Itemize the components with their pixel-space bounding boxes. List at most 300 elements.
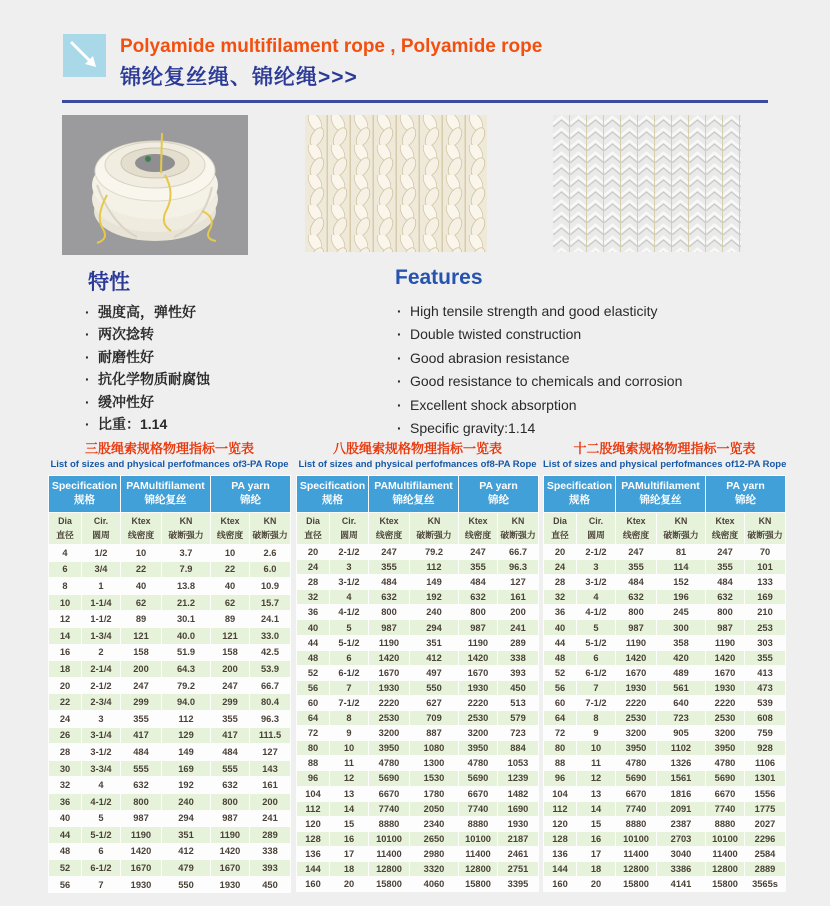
table-cell: 2296 — [745, 832, 785, 846]
table-cell: 987 — [121, 811, 161, 827]
column-header-en: Ktex — [131, 516, 151, 527]
table-cell: 2220 — [459, 696, 497, 710]
table-title-en: List of sizes and physical perfofmances of8-PA Rope — [298, 459, 537, 470]
table-cell: 1-1/4 — [82, 595, 120, 611]
column-header-cell — [459, 513, 497, 544]
table-cell: 6 — [49, 562, 81, 578]
table-cell: 627 — [410, 696, 458, 710]
table-cell: 11400 — [706, 847, 744, 861]
table-row — [544, 877, 785, 891]
table-cell: 160 — [544, 877, 576, 891]
table-title-en: List of sizes and physical perfofmances of12-PA Rope — [543, 459, 787, 470]
table-cell: 88 — [297, 756, 329, 770]
table-cell: 4-1/2 — [330, 605, 368, 619]
table-cell: 632 — [369, 590, 409, 604]
table-cell: 1326 — [657, 756, 705, 770]
table-title-zh: 十二股绳索规格物理指标一览表 — [573, 441, 756, 456]
group-header-en: PAMultifilament — [621, 480, 700, 493]
table-cell: 247 — [211, 678, 249, 694]
table-cell: 3-1/2 — [577, 575, 615, 589]
table-cell: 112 — [410, 560, 458, 574]
column-header-cell — [706, 513, 744, 544]
table-cell: 247 — [121, 678, 161, 694]
group-header-en: PA yarn — [231, 480, 270, 493]
table-cell: 3 — [577, 560, 615, 574]
spec-table-12-strand — [543, 438, 786, 892]
table-cell: 2530 — [616, 711, 656, 725]
table-cell: 299 — [121, 694, 161, 710]
table-row — [544, 787, 785, 801]
table-cell: 473 — [745, 681, 785, 695]
table-cell: 104 — [297, 787, 329, 801]
table-cell: 4 — [577, 590, 615, 604]
group-header-zh: 锦纶 — [488, 494, 510, 506]
table-cell: 2-3/4 — [82, 694, 120, 710]
table-cell: 1780 — [410, 787, 458, 801]
table-cell: 11 — [577, 756, 615, 770]
table-cell: 136 — [544, 847, 576, 861]
table-cell: 2530 — [459, 711, 497, 725]
table-cell: 12800 — [369, 862, 409, 876]
table-cell: 294 — [162, 811, 210, 827]
table-cell: 10 — [121, 545, 161, 561]
table-cell: 1930 — [498, 817, 538, 831]
group-header-en: PA yarn — [479, 480, 518, 493]
table-cell: 128 — [297, 832, 329, 846]
column-header-en: Ktex — [715, 516, 735, 527]
table-cell: 129 — [162, 728, 210, 744]
table-cell: 200 — [498, 605, 538, 619]
column-header-zh: 直径 — [551, 529, 569, 540]
table-cell: 355 — [121, 711, 161, 727]
table-cell: 2-1/2 — [577, 545, 615, 559]
table-cell: 417 — [211, 728, 249, 744]
group-header-en: Specification — [51, 480, 118, 493]
table-cell: 3-1/2 — [330, 575, 368, 589]
table-cell: 241 — [250, 811, 290, 827]
table-cell: 112 — [162, 711, 210, 727]
table-cell: 5690 — [616, 771, 656, 785]
table-cell: 338 — [250, 844, 290, 860]
table-cell: 72 — [297, 726, 329, 740]
table-cell: 7-1/2 — [577, 696, 615, 710]
table-cell: 24 — [297, 560, 329, 574]
table-row — [297, 696, 538, 710]
table-row — [544, 575, 785, 589]
table-row — [297, 605, 538, 619]
table-row — [544, 681, 785, 695]
table-cell: 247 — [369, 545, 409, 559]
table-cell: 3950 — [369, 741, 409, 755]
table-cell: 3950 — [706, 741, 744, 755]
table-row — [544, 847, 785, 861]
feature-item: · 耐磨性好 — [85, 346, 210, 368]
table-cell: 351 — [162, 827, 210, 843]
table-row — [544, 651, 785, 665]
table-cell: 2220 — [369, 696, 409, 710]
table-cell: 632 — [616, 590, 656, 604]
table-cell: 355 — [369, 560, 409, 574]
table-cell: 800 — [121, 794, 161, 810]
table-cell: 114 — [657, 560, 705, 574]
column-header-en: Dia — [306, 516, 320, 527]
feature-item: · 缓冲性好 — [85, 391, 210, 413]
group-header-cell — [459, 476, 538, 512]
table-cell: 355 — [745, 651, 785, 665]
table-cell: 15 — [330, 817, 368, 831]
table-cell: 351 — [410, 636, 458, 650]
table-cell: 21.2 — [162, 595, 210, 611]
table-cell: 1300 — [410, 756, 458, 770]
table-cell: 7740 — [459, 802, 497, 816]
table-cell: 200 — [211, 661, 249, 677]
table-cell: 13 — [577, 787, 615, 801]
group-header-zh: 锦纶复丝 — [392, 494, 435, 506]
column-header-cell — [162, 513, 210, 544]
table-row — [49, 595, 290, 611]
table-cell: 6670 — [616, 787, 656, 801]
column-header-en: Dia — [553, 516, 567, 527]
table-cell: 112 — [544, 802, 576, 816]
table-cell: 158 — [211, 645, 249, 661]
table-cell: 3386 — [657, 862, 705, 876]
table-row — [297, 832, 538, 846]
group-header-cell — [706, 476, 785, 512]
table-cell: 44 — [49, 827, 81, 843]
column-header-cell — [211, 513, 249, 544]
table-cell: 2091 — [657, 802, 705, 816]
table-title-en: List of sizes and physical perfofmances of3-PA Rope — [50, 459, 289, 470]
column-header-cell — [616, 513, 656, 544]
table-cell: 240 — [410, 605, 458, 619]
table-cell: 200 — [121, 661, 161, 677]
feature-item: · Good resistance to chemicals and corrosion — [397, 370, 682, 393]
table-cell: 1102 — [657, 741, 705, 755]
table-cell: 120 — [544, 817, 576, 831]
table-row — [297, 666, 538, 680]
group-header-zh: 规格 — [322, 494, 343, 506]
table-cell: 555 — [121, 761, 161, 777]
table-cell: 1930 — [211, 877, 249, 893]
table-cell: 7 — [577, 681, 615, 695]
table-cell: 247 — [459, 545, 497, 559]
table-cell: 16 — [49, 645, 81, 661]
table-cell: 26 — [49, 728, 81, 744]
table-cell: 2027 — [745, 817, 785, 831]
table-cell: 72 — [544, 726, 576, 740]
table-cell: 4141 — [657, 877, 705, 891]
table-cell: 6-1/2 — [577, 666, 615, 680]
column-header-en: KN — [758, 516, 772, 527]
table-cell: 5 — [330, 620, 368, 634]
table-cell: 20 — [330, 877, 368, 891]
features-list-en — [397, 300, 682, 440]
table-cell: 3/4 — [82, 562, 120, 578]
table-cell: 355 — [211, 711, 249, 727]
group-header-zh: 规格 — [74, 494, 95, 506]
table-cell: 158 — [121, 645, 161, 661]
column-header-cell — [369, 513, 409, 544]
table-cell: 10100 — [706, 832, 744, 846]
table-cell: 484 — [369, 575, 409, 589]
table-cell: 5690 — [459, 771, 497, 785]
column-header-cell — [577, 513, 615, 544]
group-header-zh: 锦纶复丝 — [639, 494, 682, 506]
table-cell: 79.2 — [162, 678, 210, 694]
table-cell: 18 — [330, 862, 368, 876]
table-cell: 11400 — [459, 847, 497, 861]
table-cell: 1106 — [745, 756, 785, 770]
group-header-cell — [616, 476, 705, 512]
table-cell: 56 — [297, 681, 329, 695]
table-cell: 36 — [49, 794, 81, 810]
table-cell: 2-1/2 — [82, 678, 120, 694]
table-cell: 245 — [657, 605, 705, 619]
table-cell: 40.0 — [162, 628, 210, 644]
table-row — [297, 771, 538, 785]
column-header-zh: 线密度 — [464, 529, 492, 540]
table-row — [297, 575, 538, 589]
table-cell: 169 — [745, 590, 785, 604]
table-cell: 4 — [49, 545, 81, 561]
column-header-row — [544, 513, 785, 544]
column-header-zh: 线密度 — [127, 529, 155, 540]
column-header-zh: 线密度 — [622, 529, 650, 540]
table-row — [544, 560, 785, 574]
arrow-down-right-icon — [63, 34, 106, 77]
table-cell: 3-1/2 — [82, 744, 120, 760]
group-header-cell — [544, 476, 615, 512]
table-row — [297, 651, 538, 665]
table-cell: 800 — [616, 605, 656, 619]
feature-item: · High tensile strength and good elasticity — [397, 300, 682, 323]
table-cell: 104 — [544, 787, 576, 801]
group-header-row — [49, 476, 290, 512]
table-cell: 1190 — [706, 636, 744, 650]
table-cell: 484 — [211, 744, 249, 760]
table-cell: 632 — [706, 590, 744, 604]
column-header-cell — [330, 513, 368, 544]
table-cell: 2220 — [706, 696, 744, 710]
table-cell: 723 — [498, 726, 538, 740]
table-cell: 48 — [49, 844, 81, 860]
table-cell: 24 — [544, 560, 576, 574]
table-cell: 28 — [544, 575, 576, 589]
table-row — [544, 802, 785, 816]
column-header-en: Ktex — [468, 516, 488, 527]
table-cell: 128 — [544, 832, 576, 846]
table-cell: 3200 — [616, 726, 656, 740]
table-cell: 20 — [49, 678, 81, 694]
table-cell: 44 — [544, 636, 576, 650]
table-row — [544, 771, 785, 785]
table-cell: 22 — [49, 694, 81, 710]
table-cell: 2 — [82, 645, 120, 661]
table-cell: 12 — [49, 611, 81, 627]
table-cell: 11400 — [616, 847, 656, 861]
table-cell: 40 — [121, 578, 161, 594]
table-cell: 1530 — [410, 771, 458, 785]
column-header-row — [297, 513, 538, 544]
table-cell: 2461 — [498, 847, 538, 861]
column-header-cell — [49, 513, 81, 544]
table-cell: 127 — [250, 744, 290, 760]
table-cell: 555 — [211, 761, 249, 777]
table-row — [544, 756, 785, 770]
table-cell: 2387 — [657, 817, 705, 831]
twelve-strand-braided-rope-image — [553, 115, 741, 252]
column-header-zh: 破断强力 — [416, 529, 452, 540]
table-cell: 3320 — [410, 862, 458, 876]
table-cell: 550 — [162, 877, 210, 893]
table-cell: 14 — [577, 802, 615, 816]
table-cell: 12800 — [616, 862, 656, 876]
page-title-en: Polyamide multifilament rope , Polyamide rope — [120, 36, 543, 57]
table-cell: 33.0 — [250, 628, 290, 644]
table-cell: 5-1/2 — [577, 636, 615, 650]
table-cell: 2584 — [745, 847, 785, 861]
table-cell: 6670 — [459, 787, 497, 801]
table-cell: 4780 — [616, 756, 656, 770]
table-cell: 15 — [577, 817, 615, 831]
table-cell: 1239 — [498, 771, 538, 785]
column-header-zh: 圆周 — [587, 529, 605, 540]
table-cell: 355 — [706, 560, 744, 574]
table-cell: 1482 — [498, 787, 538, 801]
table-cell: 640 — [657, 696, 705, 710]
table-cell: 24 — [49, 711, 81, 727]
table-row — [49, 611, 290, 627]
table-cell: 294 — [410, 620, 458, 634]
feature-item: · 抗化学物质耐腐蚀 — [85, 368, 210, 390]
table-cell: 709 — [410, 711, 458, 725]
table-cell: 2530 — [706, 711, 744, 725]
table-cell: 96 — [544, 771, 576, 785]
group-header-en: PAMultifilament — [126, 480, 205, 493]
table-cell: 484 — [706, 575, 744, 589]
column-header-cell — [297, 513, 329, 544]
table-cell: 1190 — [369, 636, 409, 650]
table-cell: 66.7 — [250, 678, 290, 694]
table-cell: 1670 — [121, 860, 161, 876]
table-cell: 1053 — [498, 756, 538, 770]
table-row — [544, 620, 785, 634]
group-header-zh: 锦纶 — [735, 494, 757, 506]
table-row — [297, 862, 538, 876]
table-row — [297, 787, 538, 801]
table-cell: 1930 — [121, 877, 161, 893]
table-row — [297, 802, 538, 816]
table-cell: 1-3/4 — [82, 628, 120, 644]
table-cell: 161 — [498, 590, 538, 604]
table-cell: 355 — [616, 560, 656, 574]
table-cell: 96 — [297, 771, 329, 785]
table-cell: 89 — [211, 611, 249, 627]
table-cell: 1301 — [745, 771, 785, 785]
table-cell: 1775 — [745, 802, 785, 816]
table-cell: 12 — [330, 771, 368, 785]
table-cell: 887 — [410, 726, 458, 740]
table-cell: 62 — [121, 595, 161, 611]
group-header-cell — [49, 476, 120, 512]
table-cell: 52 — [49, 860, 81, 876]
table-cell: 2889 — [745, 862, 785, 876]
table-cell: 169 — [162, 761, 210, 777]
column-header-en: Dia — [58, 516, 72, 527]
table-cell: 3-3/4 — [82, 761, 120, 777]
table-cell: 5-1/2 — [82, 827, 120, 843]
table-row — [297, 711, 538, 725]
table-row — [49, 777, 290, 793]
table-cell: 800 — [369, 605, 409, 619]
feature-item: · 比重：1.14 — [85, 413, 210, 435]
table-cell: 1420 — [211, 844, 249, 860]
table-cell: 8880 — [369, 817, 409, 831]
table-cell: 56 — [49, 877, 81, 893]
table-cell: 338 — [498, 651, 538, 665]
column-header-en: Cir. — [341, 516, 357, 527]
spec-table-3-strand — [48, 438, 291, 893]
column-header-zh: 破断强力 — [252, 529, 288, 540]
table-cell: 1190 — [459, 636, 497, 650]
table-row — [49, 711, 290, 727]
table-row — [49, 877, 290, 893]
table-cell: 3395 — [498, 877, 538, 891]
table-cell: 10 — [330, 741, 368, 755]
table-cell: 79.2 — [410, 545, 458, 559]
group-header-zh: 规格 — [569, 494, 590, 506]
table-cell: 36 — [297, 605, 329, 619]
column-header-zh: 线密度 — [216, 529, 244, 540]
table-row — [544, 726, 785, 740]
column-header-zh: 破断强力 — [500, 529, 536, 540]
table-cell: 144 — [544, 862, 576, 876]
table-cell: 358 — [657, 636, 705, 650]
table-cell: 200 — [250, 794, 290, 810]
column-header-cell — [745, 513, 785, 544]
table-cell: 4060 — [410, 877, 458, 891]
table-cell: 15800 — [369, 877, 409, 891]
table-cell: 1930 — [616, 681, 656, 695]
table-cell: 18 — [577, 862, 615, 876]
table-cell: 24.1 — [250, 611, 290, 627]
table-cell: 579 — [498, 711, 538, 725]
table-cell: 6 — [330, 651, 368, 665]
table-cell: 44 — [297, 636, 329, 650]
table-row — [49, 694, 290, 710]
table-cell: 289 — [498, 636, 538, 650]
table-cell: 632 — [121, 777, 161, 793]
table-cell: 8 — [330, 711, 368, 725]
spec-table-8-strand — [296, 438, 539, 892]
table-cell: 8 — [49, 578, 81, 594]
table-cell: 417 — [121, 728, 161, 744]
table-row — [297, 817, 538, 831]
column-header-cell — [250, 513, 290, 544]
table-cell: 53.9 — [250, 661, 290, 677]
column-header-en: Ktex — [379, 516, 399, 527]
feature-item: · Double twisted construction — [397, 323, 682, 346]
table-row — [297, 681, 538, 695]
table-cell: 1670 — [369, 666, 409, 680]
table-row — [544, 741, 785, 755]
table-cell: 800 — [459, 605, 497, 619]
table-cell: 1420 — [459, 651, 497, 665]
table-row — [544, 666, 785, 680]
table-cell: 66.7 — [498, 545, 538, 559]
column-header-en: KN — [511, 516, 525, 527]
table-cell: 9 — [330, 726, 368, 740]
